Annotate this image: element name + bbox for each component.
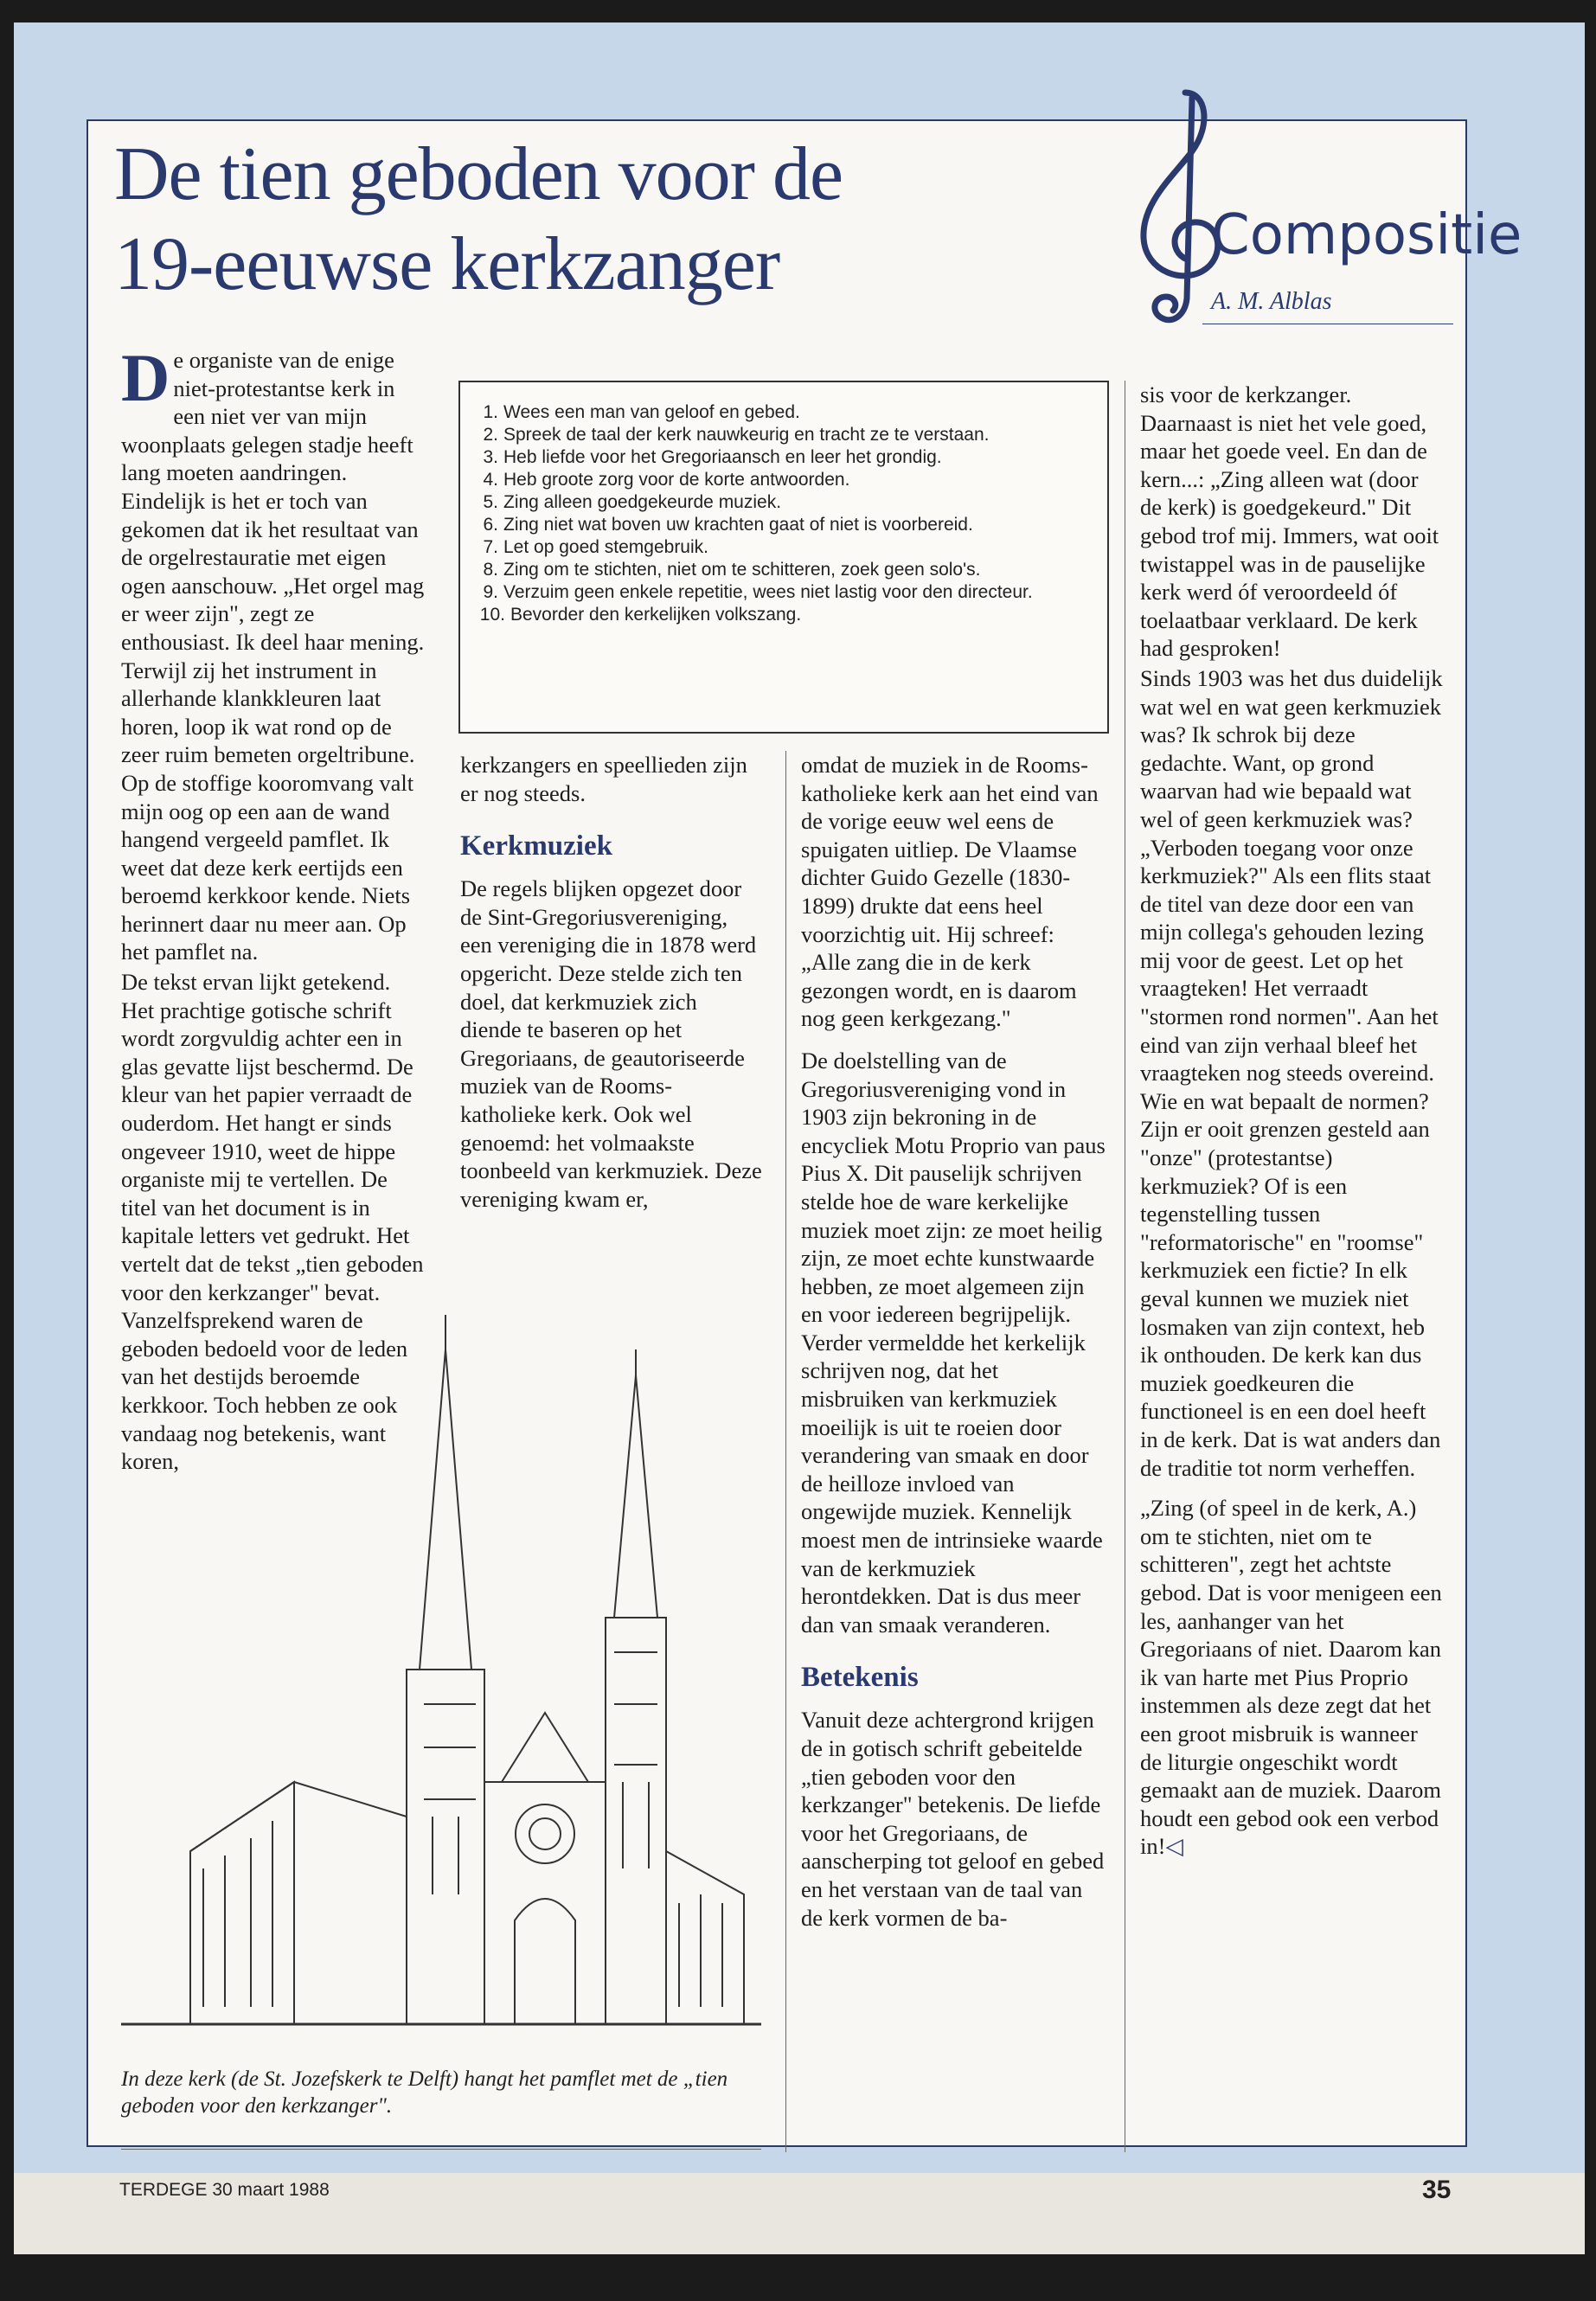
paragraph: De regels blijken opgezet door de Sint-Gregoriusvereniging, een vereniging die in 1878 werd opgericht. Deze stelde zich ten doel, dat kerkmuziek zich diende te baseren op het Gregoriaans, de geautoriseerde muziek van de Rooms-katholieke kerk. Ook wel genoemd: het volmaakste toonbeeld van kerkmuziek. Deze vereniging kwam er, [460,875,762,1212]
rule-text: Zing niet wat boven uw krachten gaat of niet is voorbereid. [503,515,973,535]
rule-item [478,536,1093,559]
scan-border-left [0,0,14,2301]
caption-rule [121,2149,761,2150]
paragraph: Vanuit deze achtergrond krijgen de in gotisch schrift gebeitelde „tien geboden voor den kerkzanger" betekenis. De liefde voor het Gregoriaans, de aanscherping tot geloof en gebed en het verstaan van de taal van de kerk vormen de ba- [801,1707,1105,1931]
rule-text: Zing alleen goedgekeurde muziek. [503,492,782,512]
author-name: A. M. Alblas [1211,288,1332,315]
rule-number: 2. [483,425,498,445]
figure-caption: In deze kerk (de St. Jozefskerk te Delft) hangt het pamflet met de „tien geboden voor den kerkzanger". [121,2067,728,2118]
rule-number: 10. [479,605,505,625]
rule-item [478,514,1093,536]
rule-number: 5. [483,492,498,512]
church-illustration [121,1298,761,2050]
paragraph: Sinds 1903 was het dus duidelijk wat wel en wat geen kerkmuziek was? Ik schrok bij deze gedachte. Want, op grond waarvan had wie bepaald wat wel of geen kerkmuziek was? „Verboden toegang voor onze kerkmuziek?" Als een flits staat de titel van deze door een van mijn collega's gehouden lezing mij voor de geest. Let op het vraagteken! Het verraadt "stormen rond normen". Aan het eind van zijn verhaal bleef het vraagteken nog steeds overeind. Wie en wat bepaalt de normen? Zijn er ooit grenzen gesteld aan "onze" (protestantse) kerkmuziek? Of is een tegenstelling tussen "reformatorische" en "roomse" kerkmuziek een fictie? In elk geval kunnen we muziek niet losmaken van zijn context, heb ik onthouden. De kerk kan dus muziek goedkeuren die functioneel is en een doel heeft in de kerk. Dat is wat anders dan de traditie tot norm verheffen. [1140,664,1443,1481]
rule-item [478,491,1093,514]
column-divider [785,751,786,2152]
intro-paragraph [121,340,428,966]
rule-number: 7. [483,537,498,557]
rules-list [478,401,1093,626]
rule-text: Bevorder den kerkelijken volkszang. [510,605,802,625]
intro-text: e organiste van de enige niet-protestantse kerk in een niet ver van mijn woonplaats gelegen stadje heeft lang moeten aandringen. Eindelijk is het er toch van gekomen dat ik het resultaat van de orgelrestauratie met eigen ogen aanschouw. „Het orgel mag er weer zijn", zegt ze enthousiast. Ik deel haar mening. Terwijl zij het instrument in allerhande klankkleuren laat horen, loop ik wat rond op de zeer ruim bemeten orgeltribune. Op de stoffige kooromvang valt mijn oog op een aan de wand hangend vergeeld pamflet. Ik weet dat deze kerk eertijds een beroemd kerkkoor kende. Niets herinnert daar nu meer aan. Op het pamflet na. [121,347,425,965]
rule-item [478,604,1093,626]
scan-border-right [1585,0,1596,2301]
rule-number: 4. [483,470,498,490]
section-logo [1125,82,1522,333]
subheading-kerkmuziek: Kerkmuziek [460,830,612,862]
rule-item [478,581,1093,604]
article-title [114,130,1022,310]
rule-text: Zing om te stichten, niet om te schitteren, zoek geen solo's. [503,560,981,580]
column-2 [460,751,763,1215]
paragraph: De tekst ervan lijkt getekend. Het prachtige gotische schrift wordt zorgvuldig achter een in glas gevatte lijst beschermd. De kleur van het papier verraadt de ouderdom. Het hangt er sinds ongeveer 1910, weet de hippe organiste mij te vertellen. De titel van het document is in kapitale letters vet gedrukt. Het vertelt dat de tekst „tien geboden voor den kerkzanger" bevat. Vanzelfsprekend waren de geboden bedoeld voor de leden van het destijds beroemde kerkkoor. Toch hebben ze ook vandaag nog betekenis, want koren, [121,969,424,1475]
rule-item [478,559,1093,581]
page-number: 35 [1422,2176,1452,2204]
rule-number: 1. [483,402,498,422]
rule-item [478,446,1093,469]
rule-text: Let op goed stemgebruik. [503,537,708,557]
rule-text: Spreek de taal der kerk nauwkeurig en tracht ze te verstaan. [503,425,990,445]
title-line-2: 19-eeuwse kerkzanger [114,222,780,306]
rule-item [478,469,1093,491]
scan-border-bottom [0,2254,1596,2301]
rule-item [478,401,1093,424]
rule-text: Wees een man van geloof en gebed. [503,402,800,422]
paragraph: De doelstelling van de Gregoriusvereniging vond in 1903 zijn bekroning in de encycliek Motu Proprio van paus Pius X. Dit pauselijk schrijven stelde hoe de ware kerkelijke muziek moet zijn: ze moet heilig zijn, ze moet echte kunstwaarde hebben, ze moet algemeen zijn en voor iedereen begrijpelijk. Verder vermeldde het kerkelijk schrijven nog, dat het misbruiken van kerkmuziek moeilijk is uit te roeien door verandering van smaak en door de heilloze invloed van ongewijde muziek. Kennelijk moest men de intrinsieke waarde van de kerkmuziek herontdekken. Dat is dus meer dan van smaak veranderen. [801,1047,1106,1638]
column-4 [1140,381,1445,1862]
paragraph: kerkzangers en speellieden zijn er nog steeds. [460,752,747,806]
paragraph: sis voor de kerkzanger. Daarnaast is niet het vele goed, maar het goede veel. En dan de kern...: „Zing alleen wat (door de kerk) is goedgekeurd." Dit gebod trof mij. Immers, wat ooit twistappel was in de pauselijke kerk werd óf veroordeeld óf toelaatbaar verklaard. De kerk had gesproken! [1140,381,1439,662]
subheading-betekenis: Betekenis [801,1662,919,1694]
rule-number: 8. [483,560,498,580]
rule-number: 3. [483,447,498,467]
paragraph [1140,1494,1445,1861]
end-mark-icon: ◁ [1165,1833,1183,1860]
column-3 [801,751,1106,1933]
paragraph-text: „Zing (of speel in de kerk, A.) om te stichten, niet om te schitteren", zegt het achtste gebod. Dat is voor menigeen een les, aanhanger van het Gregoriaans of niet. Daarom kan ik van harte met Pius Proprio instemmen als deze zegt dat het een groot misbruik is wanneer de liturgie ongeschikt wordt gemaakt aan de muziek. Daarom houdt een gebod ook een verbod in! [1140,1495,1442,1860]
title-line-1: De tien geboden voor de [114,132,843,216]
rule-text: Heb groote zorg voor de korte antwoorden. [503,470,850,490]
rule-text: Verzuim geen enkele repetitie, wees niet lastig voor den directeur. [503,582,1033,602]
footer-publication: TERDEGE 30 maart 1988 [119,2180,330,2200]
rule-text: Heb liefde voor het Gregoriaansch en leer het grondig. [503,447,942,467]
scan-border-top [0,0,1596,22]
paragraph: omdat de muziek in de Rooms-katholieke kerk aan het eind van de vorige eeuw wel eens de spuigaten uitliep. De Vlaamse dichter Guido Gezelle (1830-1899) drukte dat eens heel voorzichtig uit. Hij schreef: „Alle zang die in de kerk gezongen wordt, en is daarom nog geen kerkgezang." [801,752,1099,1032]
rule-number: 9. [483,582,498,602]
rule-number: 6. [483,515,498,535]
drop-cap: D [121,340,170,415]
section-name: Compositie [1211,203,1522,267]
ten-commandments-box [458,381,1109,734]
rule-item [478,424,1093,446]
